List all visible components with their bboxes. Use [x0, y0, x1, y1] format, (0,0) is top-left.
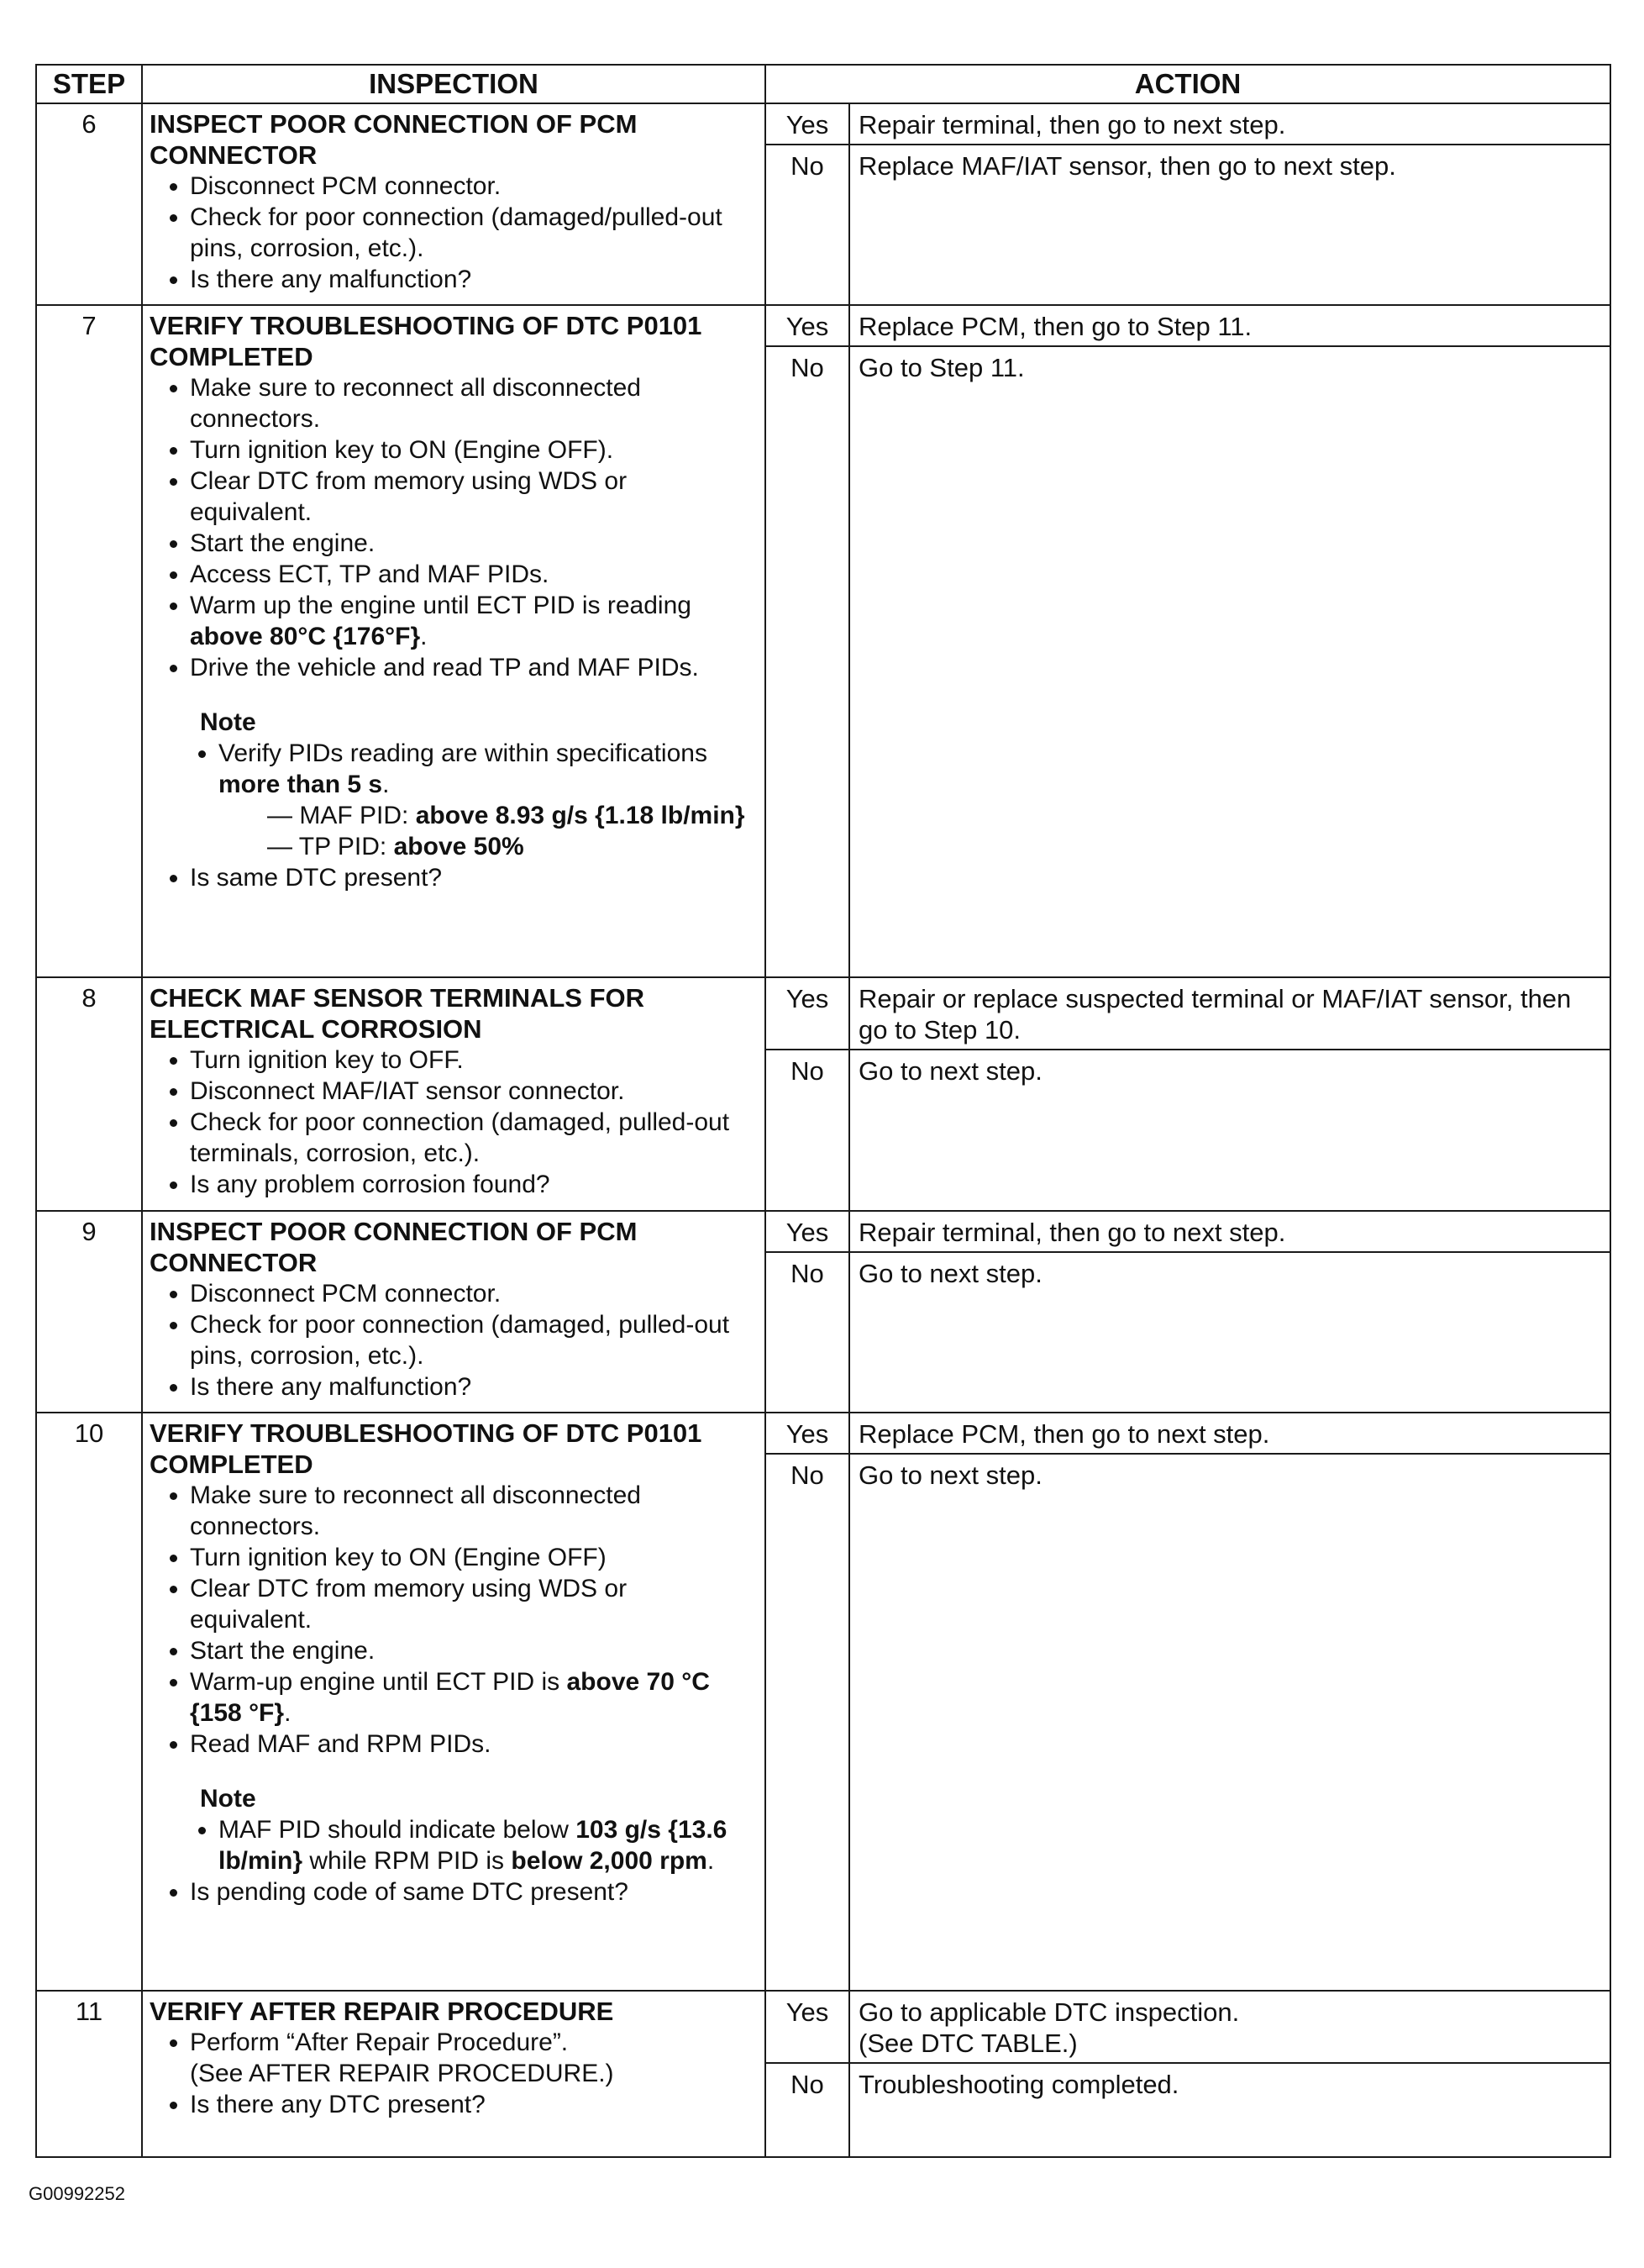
list-item: • Turn ignition key to OFF. [190, 1045, 753, 1076]
list-item: • Check for poor connection (damaged, pulled-out pins, corrosion, etc.). [190, 1309, 753, 1371]
step-number: 10 [36, 1413, 142, 1991]
list-item: • Read MAF and RPM PIDs. [190, 1729, 753, 1760]
note-list [150, 738, 753, 800]
bold-spec: above 80°C {176°F} [190, 623, 421, 650]
action-cell [849, 1211, 1610, 1413]
yes-action: Repair or replace suspected terminal or MAF/IAT sensor, then go to Step 10. [850, 978, 1610, 1050]
note-list [150, 1814, 753, 1876]
yes-no-cell [765, 305, 849, 977]
list-item: • Is pending code of same DTC present? [190, 1876, 753, 1908]
no-label: No [790, 1056, 824, 1086]
text: . [706, 1847, 715, 1875]
list-item [190, 590, 753, 652]
text: Warm up the engine until ECT PID is reading [190, 592, 691, 619]
text: while RPM PID is [302, 1847, 512, 1875]
list-item [190, 1666, 753, 1729]
yes-label: Yes [766, 104, 848, 145]
action-cell [849, 103, 1610, 305]
yes-action: Repair terminal, then go to next step. [850, 104, 1610, 145]
list-item: • Turn ignition key to ON (Engine OFF) [190, 1542, 753, 1573]
step-number: 7 [36, 305, 142, 977]
note-title: Note [200, 708, 256, 736]
step-number: 6 [36, 103, 142, 305]
yes-no-cell [765, 103, 849, 305]
note-block [200, 1783, 753, 1814]
inspection-bullets [150, 1876, 753, 1908]
text: Go to applicable DTC inspection. [859, 1997, 1240, 2027]
no-label: No [790, 353, 824, 382]
list-item: • Disconnect PCM connector. [190, 171, 753, 202]
no-action: Troubleshooting completed. [859, 2070, 1179, 2099]
spec-item [267, 800, 753, 831]
no-label: No [790, 1460, 824, 1490]
inspection-title: VERIFY AFTER REPAIR PROCEDURE [150, 1997, 614, 2026]
text: — TP PID: [267, 833, 394, 860]
list-item: • Clear DTC from memory using WDS or equivalent. [190, 1573, 753, 1635]
yes-label: Yes [766, 1212, 848, 1253]
list-item: • Check for poor connection (damaged/pulled-out pins, corrosion, etc.). [190, 202, 753, 264]
inspection-bullets [150, 1278, 753, 1402]
table-row [36, 1991, 1610, 2157]
inspection-cell [142, 1413, 765, 1991]
no-action: Go to Step 11. [859, 353, 1025, 382]
inspection-cell [142, 305, 765, 977]
list-item: • Access ECT, TP and MAF PIDs. [190, 559, 753, 590]
list-item: • Is any problem corrosion found? [190, 1169, 753, 1200]
text: Perform “After Repair Procedure”. [190, 2029, 569, 2056]
yes-action [850, 1992, 1610, 2064]
no-label: No [790, 151, 824, 181]
bold-spec: below 2,000 rpm [511, 1847, 707, 1875]
list-item: • Clear DTC from memory using WDS or equivalent. [190, 466, 753, 528]
list-item: • Disconnect PCM connector. [190, 1278, 753, 1309]
text: (See AFTER REPAIR PROCEDURE.) [190, 2060, 614, 2087]
bold-spec: above 8.93 g/s {1.18 lb/min} [415, 802, 745, 829]
action-cell [849, 1413, 1610, 1991]
list-item: • Is there any DTC present? [190, 2089, 753, 2120]
list-item: • Is there any malfunction? [190, 1371, 753, 1402]
list-item: • Start the engine. [190, 528, 753, 559]
bold-spec: more than 5 s [218, 771, 383, 798]
table-row [36, 103, 1610, 305]
inspection-bullets [150, 1480, 753, 1760]
step-number: 8 [36, 977, 142, 1211]
header-action: ACTION [765, 65, 1610, 103]
text: MAF PID should indicate below [218, 1816, 576, 1844]
yes-label: Yes [766, 306, 848, 347]
list-item [190, 2027, 753, 2089]
no-action: Go to next step. [859, 1259, 1043, 1288]
inspection-title: INSPECT POOR CONNECTION OF PCM CONNECTOR [150, 1217, 638, 1277]
note-block [200, 707, 753, 738]
yes-no-cell [765, 1211, 849, 1413]
yes-action: Replace PCM, then go to next step. [850, 1413, 1610, 1455]
yes-no-cell [765, 977, 849, 1211]
inspection-bullets [150, 372, 753, 683]
bold-spec: above 70 °C {158 °F} [190, 1668, 710, 1727]
text: — MAF PID: [267, 802, 416, 829]
list-item: • Is same DTC present? [190, 862, 753, 893]
inspection-cell [142, 977, 765, 1211]
inspection-bullets [150, 1045, 753, 1200]
table-row [36, 305, 1610, 977]
text: Warm-up engine until ECT PID is [190, 1668, 567, 1696]
text: . [420, 623, 428, 650]
table-row [36, 1211, 1610, 1413]
step-number: 9 [36, 1211, 142, 1413]
list-item: • Disconnect MAF/IAT sensor connector. [190, 1076, 753, 1107]
list-item [218, 738, 753, 800]
inspection-cell [142, 1211, 765, 1413]
no-action: Go to next step. [859, 1460, 1043, 1490]
no-action: Replace MAF/IAT sensor, then go to next step. [859, 151, 1396, 181]
header-step: STEP [36, 65, 142, 103]
inspection-bullets [150, 2027, 753, 2120]
table-row [36, 1413, 1610, 1991]
bold-spec: above 50% [393, 833, 524, 860]
note-title: Note [200, 1785, 256, 1813]
text: Verify PIDs reading are within specifications [218, 739, 707, 767]
action-cell [849, 305, 1610, 977]
header-row [36, 65, 1610, 103]
inspection-bullets [150, 171, 753, 295]
table-row [36, 977, 1610, 1211]
action-cell [849, 1991, 1610, 2157]
list-item: • Start the engine. [190, 1635, 753, 1666]
no-label: No [790, 2070, 824, 2099]
bold-spec: 103 g/s {13.6 lb/min} [218, 1816, 727, 1875]
header-inspection: INSPECTION [142, 65, 765, 103]
inspection-cell [142, 1991, 765, 2157]
list-item: • Turn ignition key to ON (Engine OFF). [190, 434, 753, 466]
troubleshooting-table [35, 64, 1611, 2158]
yes-label: Yes [766, 1413, 848, 1455]
yes-action: Repair terminal, then go to next step. [850, 1212, 1610, 1253]
yes-no-cell [765, 1991, 849, 2157]
inspection-title: VERIFY TROUBLESHOOTING OF DTC P0101 COMPLETED [150, 311, 702, 371]
list-item: • Is there any malfunction? [190, 264, 753, 295]
figure-code: G00992252 [29, 2183, 125, 2204]
step-number: 11 [36, 1991, 142, 2157]
inspection-title: VERIFY TROUBLESHOOTING OF DTC P0101 COMPLETED [150, 1418, 702, 1479]
text: . [284, 1699, 292, 1727]
inspection-title: CHECK MAF SENSOR TERMINALS FOR ELECTRICAL CORROSION [150, 983, 644, 1044]
yes-no-cell [765, 1413, 849, 1991]
inspection-bullets [150, 862, 753, 893]
text: (See DTC TABLE.) [859, 2029, 1078, 2058]
inspection-cell [142, 103, 765, 305]
yes-label: Yes [766, 978, 848, 1050]
yes-label: Yes [766, 1992, 848, 2064]
list-item [218, 1814, 753, 1876]
no-action: Go to next step. [859, 1056, 1043, 1086]
yes-action: Replace PCM, then go to Step 11. [850, 306, 1610, 347]
list-item: • Check for poor connection (damaged, pulled-out terminals, corrosion, etc.). [190, 1107, 753, 1169]
list-item: • Drive the vehicle and read TP and MAF PIDs. [190, 652, 753, 683]
list-item: • Make sure to reconnect all disconnected connectors. [190, 1480, 753, 1542]
list-item: • Make sure to reconnect all disconnected connectors. [190, 372, 753, 434]
no-label: No [790, 1259, 824, 1288]
inspection-title: INSPECT POOR CONNECTION OF PCM CONNECTOR [150, 109, 638, 170]
spec-list [150, 800, 753, 862]
action-cell [849, 977, 1610, 1211]
text: . [382, 771, 390, 798]
spec-item [267, 831, 753, 862]
